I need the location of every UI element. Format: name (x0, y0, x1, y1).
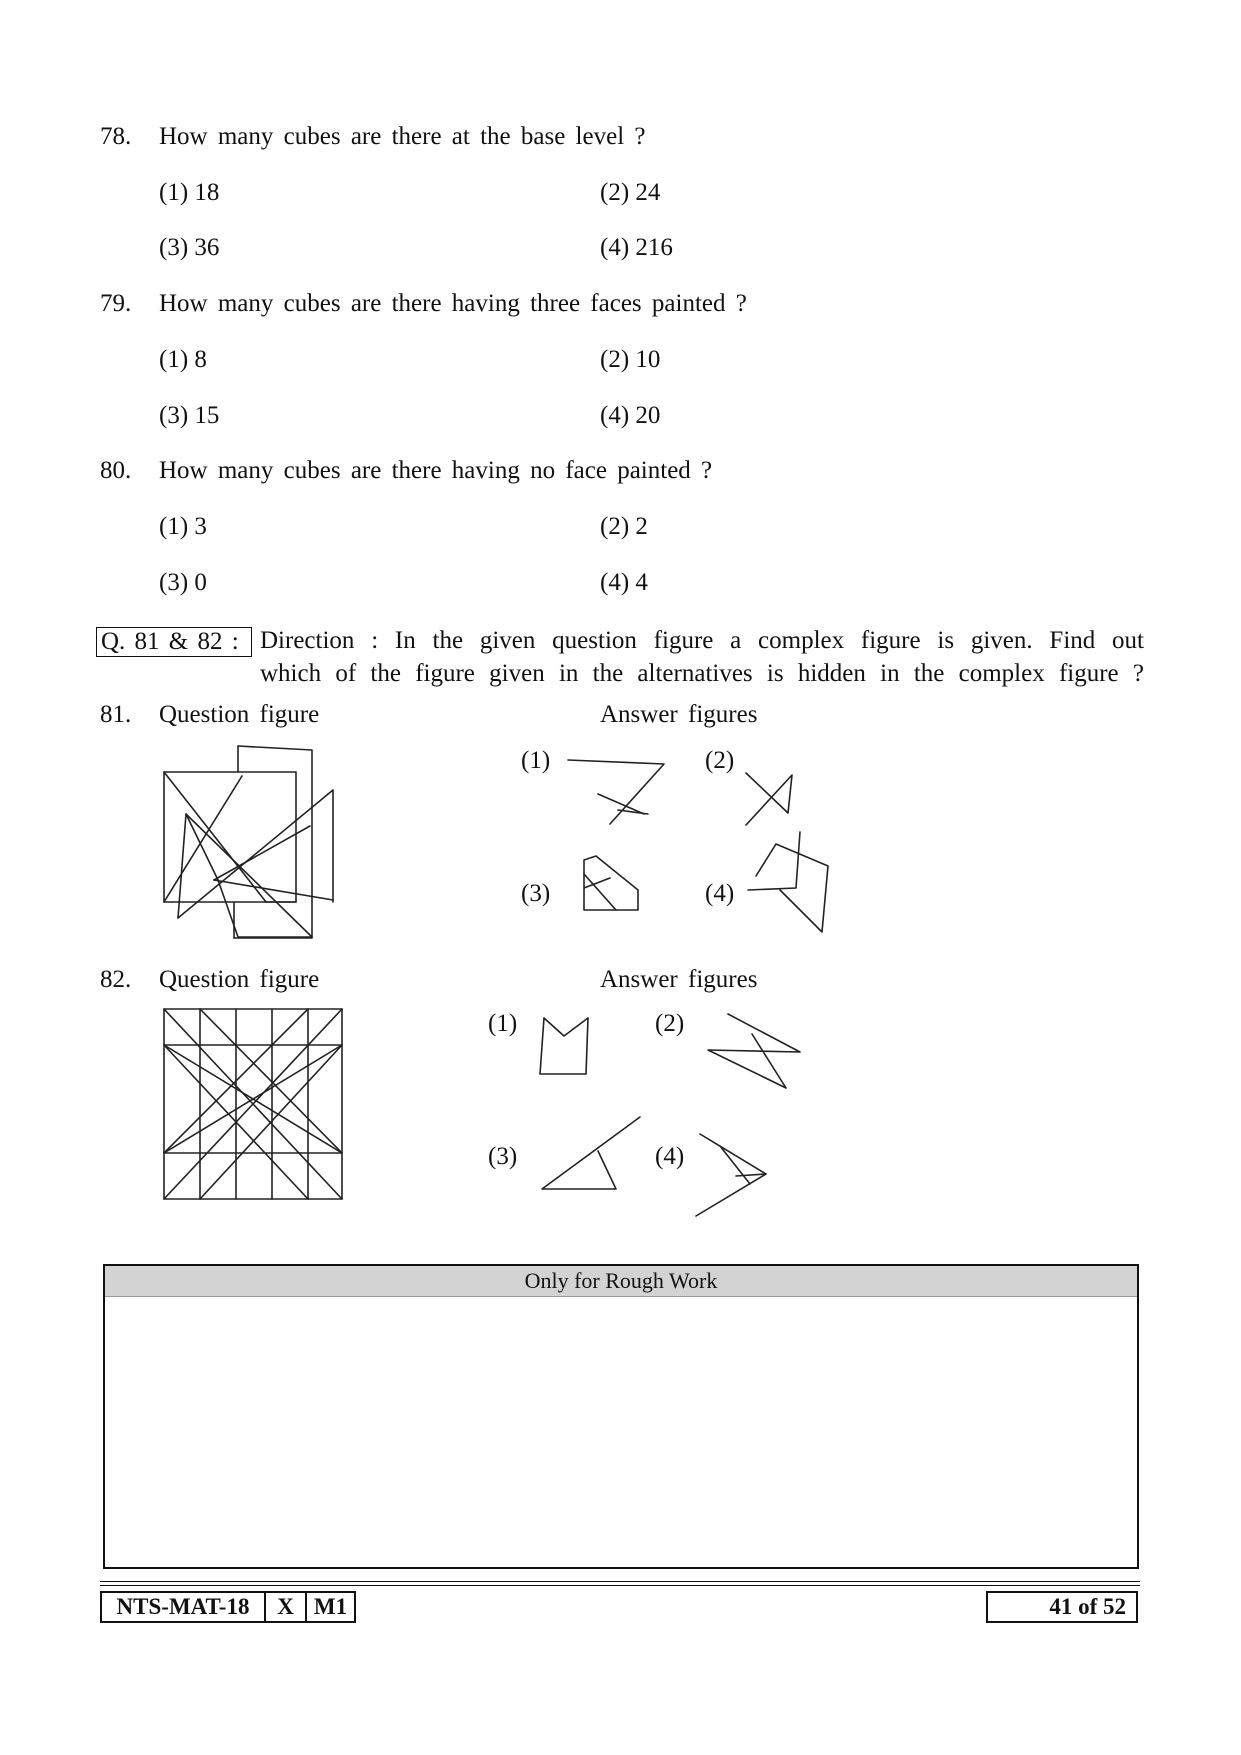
question-81-question-label: Question figure (159, 701, 320, 728)
footer-page-number: 41 of 52 (986, 1591, 1138, 1623)
question-78-option-2[interactable]: (2) 24 (600, 179, 661, 206)
question-82-answer-3-label[interactable]: (3) (488, 1143, 518, 1170)
question-82-answer-3-figure (538, 1115, 648, 1195)
question-82-answer-4-figure (690, 1130, 770, 1220)
question-80-option-1[interactable]: (1) 3 (159, 513, 207, 540)
question-81-answer-3-label[interactable]: (3) (521, 880, 551, 907)
question-81-answer-1-figure (560, 750, 670, 830)
direction-line-1: Direction : In the given question figure a complex figure is given. Find out (260, 627, 1144, 654)
question-82-answer-label: Answer figures (600, 966, 758, 993)
question-82-answer-1-label[interactable]: (1) (488, 1010, 518, 1037)
direction-line-2: which of the figure given in the alternatives is hidden in the complex figure ? (260, 660, 1144, 687)
question-81-answer-1-label[interactable]: (1) (521, 747, 551, 774)
question-80-option-2[interactable]: (2) 2 (600, 513, 648, 540)
question-78-text: How many cubes are there at the base level ? (159, 123, 646, 150)
question-81-answer-label: Answer figures (600, 701, 758, 728)
question-79-option-4[interactable]: (4) 20 (600, 402, 661, 429)
question-81-answer-4-figure (740, 828, 840, 938)
question-80-text: How many cubes are there having no face painted ? (159, 457, 713, 484)
footer-exam-code: NTS-MAT-18 (100, 1591, 266, 1623)
question-82-answer-2-label[interactable]: (2) (655, 1010, 685, 1037)
question-81-answer-2-label[interactable]: (2) (705, 747, 735, 774)
question-80-option-4[interactable]: (4) 4 (600, 569, 648, 596)
question-81-answer-2-figure (740, 765, 810, 835)
question-78-number: 78. (100, 123, 132, 150)
question-79-option-2[interactable]: (2) 10 (600, 346, 661, 373)
footer-rule-top (100, 1581, 1140, 1582)
question-80-option-3[interactable]: (3) 0 (159, 569, 207, 596)
question-79-option-1[interactable]: (1) 8 (159, 346, 207, 373)
footer-set: M1 (305, 1591, 356, 1623)
question-79-number: 79. (100, 290, 132, 317)
question-81-number: 81. (100, 701, 132, 728)
question-82-answer-4-label[interactable]: (4) (655, 1143, 685, 1170)
question-82-answer-2-figure (700, 1010, 810, 1090)
direction-label-box: Q. 81 & 82 : (96, 627, 252, 657)
question-78-option-4[interactable]: (4) 216 (600, 234, 673, 261)
question-78-option-3[interactable]: (3) 36 (159, 234, 220, 261)
question-78-option-1[interactable]: (1) 18 (159, 179, 220, 206)
footer-rule-bottom (100, 1585, 1140, 1586)
rough-work-box (103, 1264, 1139, 1569)
question-82-complex-figure (160, 1005, 350, 1205)
rough-work-title: Only for Rough Work (105, 1266, 1137, 1297)
question-82-number: 82. (100, 966, 132, 993)
footer-class: X (264, 1591, 307, 1623)
question-81-answer-3-figure (580, 852, 660, 922)
question-81-answer-4-label[interactable]: (4) (705, 880, 735, 907)
question-81-complex-figure (150, 740, 350, 940)
question-82-answer-1-figure (536, 1010, 596, 1080)
question-82-question-label: Question figure (159, 966, 320, 993)
question-79-option-3[interactable]: (3) 15 (159, 402, 220, 429)
question-79-text: How many cubes are there having three faces painted ? (159, 290, 747, 317)
question-80-number: 80. (100, 457, 132, 484)
